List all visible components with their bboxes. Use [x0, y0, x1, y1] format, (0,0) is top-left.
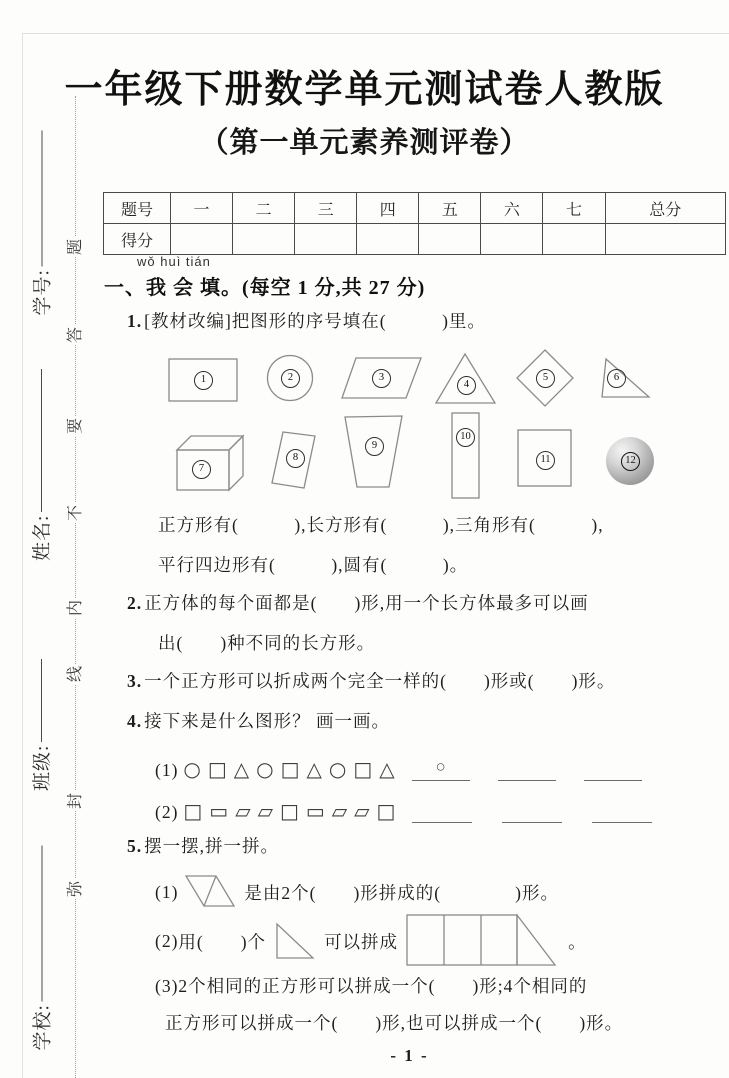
seal-char: 要 — [65, 416, 87, 436]
shape-cube — [175, 433, 247, 493]
school-blank-line — [39, 845, 42, 1001]
class-blank-line — [39, 659, 42, 742]
name-field — [28, 349, 52, 561]
q5-p1-text: 是由2个( )形拼成的( )形。 — [244, 882, 559, 903]
page-title: 一年级下册数学单元测试卷人教版 — [64, 69, 665, 111]
shape-square — [517, 429, 573, 488]
score-header-cell: 六 — [481, 193, 543, 224]
q4-sequence-2 — [155, 789, 652, 823]
shape-number-badge: 5 — [536, 369, 555, 388]
shape-number-badge: 6 — [607, 369, 626, 388]
question-2-number: 2. — [127, 593, 143, 613]
shape-number-badge: 10 — [456, 428, 475, 447]
score-empty-cell — [295, 224, 357, 255]
seal-char: 不 — [65, 503, 87, 523]
name-label: 姓名: — [31, 514, 53, 561]
seal-char: 答 — [65, 325, 87, 345]
question-5 — [127, 833, 279, 858]
score-table-score-row — [104, 224, 726, 255]
shape-diamond — [516, 349, 574, 408]
q4-seq1-answer-blank-2 — [498, 754, 556, 781]
shape-parallelogram — [341, 357, 423, 399]
name-blank-line — [39, 369, 42, 512]
score-empty-cell — [419, 224, 481, 255]
shape-sphere — [606, 437, 654, 485]
q4-seq1-answer-blank-1: ○ — [412, 754, 470, 781]
class-label: 班级: — [31, 744, 53, 791]
question-2-line-1 — [127, 590, 589, 615]
question-5-text: 摆一摆,拼一拼。 — [144, 836, 279, 856]
score-header-cell: 题号 — [104, 193, 171, 224]
split-parallelogram-figure — [184, 874, 238, 910]
seal-char: 内 — [65, 598, 87, 618]
shape-right-triangle — [601, 357, 651, 399]
score-header-cell: 三 — [295, 193, 357, 224]
question-4-text: 接下来是什么图形？ 画一画。 — [144, 711, 390, 731]
score-table — [103, 192, 726, 255]
shape-number-badge: 11 — [536, 451, 555, 470]
score-header-cell: 二 — [233, 193, 295, 224]
shape-rectangle — [168, 358, 238, 402]
score-header-cell: 一 — [171, 193, 233, 224]
composed-shape-figure — [406, 914, 560, 968]
seal-char: 题 — [65, 237, 87, 257]
school-field — [29, 826, 53, 1051]
score-header-cell: 五 — [419, 193, 481, 224]
shape-number-badge: 9 — [365, 437, 384, 456]
question-3 — [127, 668, 615, 693]
q5-part-2 — [155, 912, 587, 970]
shape-number-badge: 8 — [286, 449, 305, 468]
shape-tall-rectangle — [451, 412, 481, 500]
question-4 — [127, 708, 390, 733]
score-empty-cell — [605, 224, 725, 255]
q4-seq1-label: (1) — [155, 760, 179, 780]
question-5-number: 5. — [127, 836, 143, 856]
score-row-label: 得分 — [104, 224, 171, 255]
question-2-line-2: 出( )种不同的长方形。 — [158, 633, 376, 653]
q4-seq2-answer-blank-3 — [592, 796, 652, 823]
score-table-header-row — [104, 193, 726, 224]
page-number: - 1 - — [390, 1046, 429, 1065]
right-triangle-figure — [274, 921, 316, 961]
score-empty-cell — [171, 224, 233, 255]
q4-seq2-shapes: □▭▱▱□▭▱▱□ — [183, 799, 403, 823]
score-empty-cell — [357, 224, 419, 255]
section-pinyin: wǒ huì tián — [137, 254, 211, 269]
shape-number-badge: 12 — [621, 452, 640, 471]
seal-char: 线 — [65, 664, 87, 684]
school-label: 学校: — [32, 1004, 53, 1051]
q5-p2-pre-text: 用( )个 — [178, 931, 267, 952]
student-id-label: 学号: — [32, 269, 53, 316]
shape-circle — [266, 354, 314, 402]
question-4-number: 4. — [127, 711, 143, 731]
score-header-cell: 四 — [357, 193, 419, 224]
q4-seq2-label: (2) — [155, 802, 179, 822]
page-subtitle: （第一单元素养测评卷） — [199, 127, 530, 159]
score-empty-cell — [481, 224, 543, 255]
shape-number-badge: 1 — [194, 371, 213, 390]
q5-p1-label: (1) — [155, 881, 179, 902]
q5-part-1 — [155, 872, 559, 912]
section-heading: 一、我 会 填。(每空 1 分,共 27 分) — [104, 277, 426, 299]
score-header-cell: 总分 — [605, 193, 725, 224]
q5-p2-mid-text: 可以拼成 — [324, 931, 399, 952]
q5-part-3-line-2: 正方形可以拼成一个( )形,也可以拼成一个( )形。 — [165, 1013, 624, 1033]
q5-p2-end-text: 。 — [568, 931, 587, 952]
q4-seq1-answer-blank-3 — [584, 754, 642, 781]
shape-number-badge: 2 — [281, 369, 300, 388]
q1-fill-line-1: 正方形有( ),长方形有( ),三角形有( ), — [158, 515, 604, 535]
q5-p2-label: (2) — [155, 930, 179, 951]
score-header-cell: 七 — [543, 193, 605, 224]
score-empty-cell — [233, 224, 295, 255]
q4-sequence-1 — [155, 747, 642, 781]
shape-triangle — [434, 352, 498, 405]
shape-number-badge: 7 — [192, 460, 211, 479]
question-1 — [127, 308, 486, 333]
question-1-number: 1. — [127, 311, 143, 331]
shape-number-badge: 4 — [457, 376, 476, 395]
seal-char: 弥 — [65, 879, 87, 899]
question-1-text: [教材改编]把图形的序号填在( )里。 — [144, 311, 486, 331]
q5-part-3-line-1: (3)2个相同的正方形可以拼成一个( )形;4个相同的 — [155, 976, 588, 996]
shape-number-badge: 3 — [372, 369, 391, 388]
score-empty-cell — [543, 224, 605, 255]
q4-seq2-answer-blank-2 — [502, 796, 562, 823]
question-2-text-1: 正方体的每个面都是( )形,用一个长方体最多可以画 — [144, 593, 589, 613]
seal-char: 封 — [65, 791, 87, 811]
q1-fill-line-2: 平行四边形有( ),圆有( )。 — [158, 555, 469, 575]
q4-seq1-shapes: ○□△○□△○□△ — [183, 757, 402, 781]
question-3-number: 3. — [127, 671, 143, 691]
class-field — [28, 639, 52, 791]
shape-trapezoid — [344, 415, 404, 489]
q4-seq2-answer-blank-1 — [412, 796, 472, 823]
question-3-text: 一个正方形可以折成两个完全一样的( )形或( )形。 — [144, 671, 616, 691]
shape-slanted-parallelogram — [271, 431, 319, 489]
